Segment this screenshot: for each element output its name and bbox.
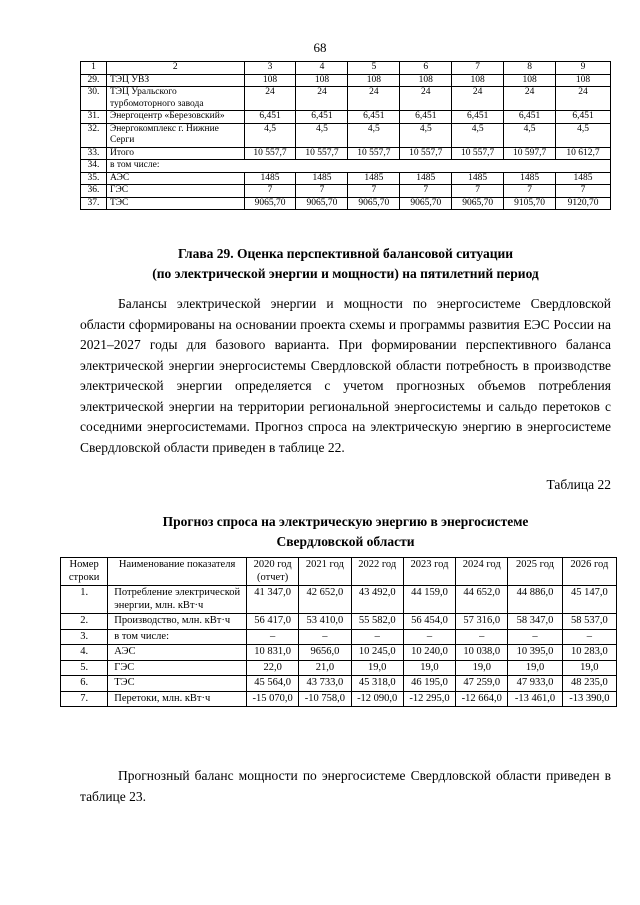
value-cell: 9105,70 (504, 197, 556, 210)
value-cell: 108 (296, 74, 348, 87)
value-cell: – (508, 629, 562, 645)
table-row (81, 74, 611, 87)
table-row (81, 197, 611, 210)
row-name: Энергокомплекс г. Нижние Серги (106, 123, 244, 147)
value-cell: 21,0 (299, 660, 351, 676)
header-year: 2026 год (562, 558, 616, 586)
value-cell: 24 (296, 87, 348, 111)
row-number: 30. (81, 87, 107, 111)
value-cell: 10 612,7 (556, 147, 611, 160)
header-indicator-name: Наименование показателя (108, 558, 247, 586)
value-cell: 4,5 (452, 123, 504, 147)
row-number: 7. (61, 691, 108, 707)
header-year: 2025 год (508, 558, 562, 586)
page-number: 68 (313, 40, 327, 55)
value-cell: 24 (452, 87, 504, 111)
value-cell: 1485 (244, 172, 296, 185)
value-cell: 43 733,0 (299, 676, 351, 692)
value-cell: 4,5 (556, 123, 611, 147)
value-cell: 58 537,0 (562, 614, 616, 630)
value-cell: 48 235,0 (562, 676, 616, 692)
value-cell: 45 147,0 (562, 586, 616, 614)
value-cell: 24 (400, 87, 452, 111)
row-name: ТЭЦ Уральского турбомоторного завода (106, 87, 244, 111)
value-cell: 47 259,0 (456, 676, 508, 692)
value-cell: 47 933,0 (508, 676, 562, 692)
value-cell: 108 (504, 74, 556, 87)
row-name: АЭС (108, 645, 247, 661)
value-cell: 44 886,0 (508, 586, 562, 614)
value-cell: 19,0 (403, 660, 455, 676)
value-cell: – (351, 629, 403, 645)
value-cell: 108 (452, 74, 504, 87)
header-row-number: Номер строки (61, 558, 108, 586)
value-cell: 19,0 (351, 660, 403, 676)
value-cell: 9120,70 (556, 197, 611, 210)
value-cell: 7 (556, 185, 611, 198)
body-paragraph: Балансы электрической энергии и мощности по энергосистеме Свердловской области сформированы на основании проекта схемы и программы развития ЕЭС России на 2021–2027 годы для базового варианта. При формировании перспективного баланса электрической энергии энергосистемы Свердловской области потребность в производстве электрической энергии определяется с учетом прогнозных объемов потребления электрической энергии на территории региональной энергосистемы и сальдо перетоков с соседними энергосистемами. Прогноз спроса на электрическую энергию в энергосистеме Свердловской области приведен в таблице 22. (80, 296, 611, 455)
value-cell: 1485 (348, 172, 400, 185)
row-number: 5. (61, 660, 108, 676)
value-cell: 19,0 (562, 660, 616, 676)
value-cell: 10 395,0 (508, 645, 562, 661)
value-cell: 4,5 (400, 123, 452, 147)
column-number: 7 (452, 62, 504, 75)
row-name: Энергоцентр «Березовский» (106, 111, 244, 124)
table-row (81, 123, 611, 147)
demand-forecast-table (60, 557, 617, 707)
row-number: 36. (81, 185, 107, 198)
value-cell: 58 347,0 (508, 614, 562, 630)
chapter-title-line: (по электрической энергии и мощности) на пятилетний период (152, 266, 539, 281)
value-cell: 46 195,0 (403, 676, 455, 692)
value-cell: 6,451 (556, 111, 611, 124)
value-cell: 19,0 (456, 660, 508, 676)
body-paragraph: Прогнозный баланс мощности по энергосистеме Свердловской области приведен в таблице 23. (80, 768, 611, 804)
table-row (81, 185, 611, 198)
value-cell: – (562, 629, 616, 645)
value-cell: 4,5 (504, 123, 556, 147)
table-row (61, 586, 617, 614)
table-row (81, 172, 611, 185)
row-number: 29. (81, 74, 107, 87)
header-year: 2021 год (299, 558, 351, 586)
value-cell: 4,5 (348, 123, 400, 147)
value-cell: 1485 (452, 172, 504, 185)
row-name: ГЭС (108, 660, 247, 676)
table-row (61, 676, 617, 692)
value-cell: -15 070,0 (246, 691, 298, 707)
row-number: 6. (61, 676, 108, 692)
capacity-table-continued (80, 61, 611, 210)
value-cell: 108 (348, 74, 400, 87)
value-cell: 10 597,7 (504, 147, 556, 160)
row-name: ТЭС (108, 676, 247, 692)
value-cell: 108 (244, 74, 296, 87)
value-cell: 24 (244, 87, 296, 111)
value-cell: 9065,70 (296, 197, 348, 210)
value-cell: 7 (400, 185, 452, 198)
row-name: Перетоки, млн. кВт·ч (108, 691, 247, 707)
value-cell: 42 652,0 (299, 586, 351, 614)
row-number: 32. (81, 123, 107, 147)
value-cell: 9065,70 (452, 197, 504, 210)
table-row (61, 629, 617, 645)
row-name: АЭС (106, 172, 244, 185)
table-row (61, 614, 617, 630)
value-cell: 10 557,7 (244, 147, 296, 160)
value-cell: 1485 (504, 172, 556, 185)
value-cell: 6,451 (244, 111, 296, 124)
value-cell: 10 557,7 (348, 147, 400, 160)
row-number: 3. (61, 629, 108, 645)
row-number: 2. (61, 614, 108, 630)
row-name: Итого (106, 147, 244, 160)
value-cell: 22,0 (246, 660, 298, 676)
row-name: ГЭС (106, 185, 244, 198)
value-cell: 7 (296, 185, 348, 198)
column-number: 9 (556, 62, 611, 75)
value-cell: 9656,0 (299, 645, 351, 661)
value-cell: 56 454,0 (403, 614, 455, 630)
table-row (61, 645, 617, 661)
value-cell: 4,5 (296, 123, 348, 147)
value-cell: 24 (348, 87, 400, 111)
row-name: ТЭЦ УВЗ (106, 74, 244, 87)
row-number: 31. (81, 111, 107, 124)
value-cell: 10 831,0 (246, 645, 298, 661)
value-cell: 4,5 (244, 123, 296, 147)
table-row (81, 147, 611, 160)
row-name: ТЭС (106, 197, 244, 210)
value-cell: -10 758,0 (299, 691, 351, 707)
row-number: 34. (81, 160, 107, 173)
value-cell: 1485 (296, 172, 348, 185)
table-row (61, 691, 617, 707)
value-cell: 53 410,0 (299, 614, 351, 630)
row-number: 4. (61, 645, 108, 661)
header-year: 2022 год (351, 558, 403, 586)
value-cell: – (299, 629, 351, 645)
table-title (80, 512, 611, 552)
value-cell: 7 (348, 185, 400, 198)
value-cell: 56 417,0 (246, 614, 298, 630)
value-cell: 45 564,0 (246, 676, 298, 692)
value-cell: 1485 (556, 172, 611, 185)
column-number: 3 (244, 62, 296, 75)
column-number: 2 (106, 62, 244, 75)
value-cell: 10 557,7 (452, 147, 504, 160)
table-row (61, 660, 617, 676)
value-cell: 6,451 (452, 111, 504, 124)
table-label: Таблица 22 (546, 477, 611, 492)
row-number: 1. (61, 586, 108, 614)
chapter-title (80, 244, 611, 284)
value-cell: 9065,70 (400, 197, 452, 210)
value-cell: 24 (504, 87, 556, 111)
table-title-line: Свердловской области (276, 534, 415, 549)
row-name: Потребление электрической энергии, млн. кВт·ч (108, 586, 247, 614)
row-name: в том числе: (108, 629, 247, 645)
value-cell: 43 492,0 (351, 586, 403, 614)
value-cell: – (403, 629, 455, 645)
value-cell: 41 347,0 (246, 586, 298, 614)
value-cell: -12 664,0 (456, 691, 508, 707)
value-cell: 6,451 (348, 111, 400, 124)
row-number: 33. (81, 147, 107, 160)
value-cell: 108 (556, 74, 611, 87)
row-number: 35. (81, 172, 107, 185)
value-cell: -12 295,0 (403, 691, 455, 707)
value-cell: 9065,70 (348, 197, 400, 210)
column-number: 8 (504, 62, 556, 75)
table-row (81, 87, 611, 111)
value-cell: – (456, 629, 508, 645)
value-cell: 57 316,0 (456, 614, 508, 630)
table-title-line: Прогноз спроса на электрическую энергию в энергосистеме (162, 514, 529, 529)
column-number: 5 (348, 62, 400, 75)
table-header-row (81, 62, 611, 75)
header-year: 2020 год (отчет) (246, 558, 298, 586)
value-cell: 6,451 (400, 111, 452, 124)
column-number: 6 (400, 62, 452, 75)
column-number: 1 (81, 62, 107, 75)
value-cell: 6,451 (504, 111, 556, 124)
value-cell: -12 090,0 (351, 691, 403, 707)
header-year: 2023 год (403, 558, 455, 586)
value-cell: 10 038,0 (456, 645, 508, 661)
value-cell: 1485 (400, 172, 452, 185)
header-year: 2024 год (456, 558, 508, 586)
column-number: 4 (296, 62, 348, 75)
value-cell: 24 (556, 87, 611, 111)
value-cell: 6,451 (296, 111, 348, 124)
value-cell: 7 (504, 185, 556, 198)
row-name: Производство, млн. кВт·ч (108, 614, 247, 630)
value-cell: 108 (400, 74, 452, 87)
value-cell: 7 (452, 185, 504, 198)
value-cell: 45 318,0 (351, 676, 403, 692)
value-cell: 44 652,0 (456, 586, 508, 614)
row-name: в том числе: (106, 160, 610, 173)
value-cell: 7 (244, 185, 296, 198)
value-cell: 10 557,7 (296, 147, 348, 160)
row-number: 37. (81, 197, 107, 210)
value-cell: – (246, 629, 298, 645)
table-header-row (61, 558, 617, 586)
value-cell: 9065,70 (244, 197, 296, 210)
chapter-title-line: Глава 29. Оценка перспективной балансовой ситуации (177, 246, 514, 261)
table-row (81, 111, 611, 124)
value-cell: 55 582,0 (351, 614, 403, 630)
value-cell: -13 390,0 (562, 691, 616, 707)
value-cell: 10 557,7 (400, 147, 452, 160)
value-cell: 10 240,0 (403, 645, 455, 661)
value-cell: 10 245,0 (351, 645, 403, 661)
value-cell: 10 283,0 (562, 645, 616, 661)
value-cell: -13 461,0 (508, 691, 562, 707)
table-row (81, 160, 611, 173)
value-cell: 44 159,0 (403, 586, 455, 614)
value-cell: 19,0 (508, 660, 562, 676)
